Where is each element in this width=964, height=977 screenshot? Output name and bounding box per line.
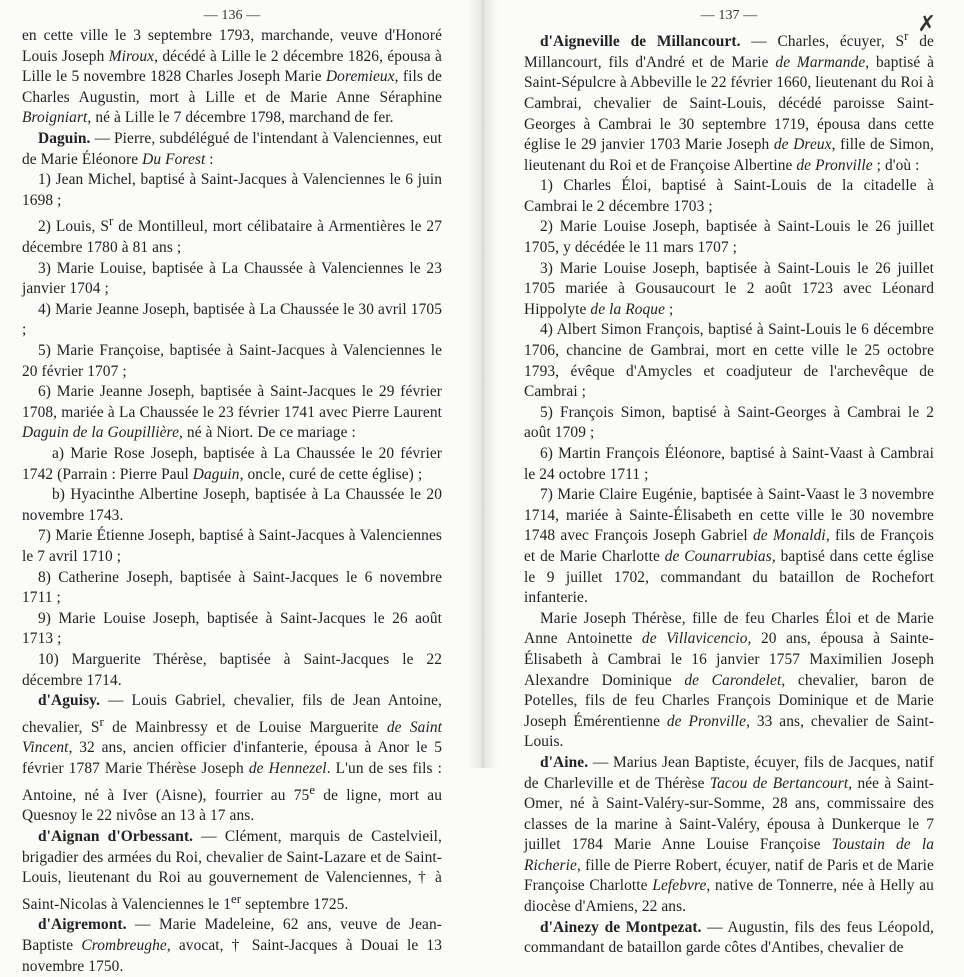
page-number: — 137 — bbox=[700, 8, 758, 23]
child-entry: 3) Marie Louise Joseph, baptisée à Saint-Louis le 26 juillet 1705 mariée à Gousaucourt le 2 août 1723 avec Léonard Hippolyte de la Roque ; bbox=[524, 259, 934, 318]
child-entry: 5) Marie Françoise, baptisée à Saint-Jacques à Valenciennes le 20 février 1707 ; bbox=[22, 342, 442, 380]
child-entry: 2) Louis, $S^r$ de Montilleul, mort célibataire à Armentières le 27 décembre 1780 à 81 ans ; bbox=[22, 214, 442, 257]
right-page-body bbox=[524, 26, 934, 959]
child-entry: 6) Martin François Éléonore, baptisé à Saint-Vaast à Cambrai le 24 octobre 1711 ; bbox=[524, 445, 934, 483]
child-entry: 6) Marie Jeanne Joseph, baptisée à Saint-Jacques le 29 février 1708, mariée à La Chaussée le 23 février 1741 avec Pierre Laurent Daguin de la Goupillière, né à Niort. De ce mariage : bbox=[22, 383, 442, 442]
child-entry: 1) Charles Éloi, baptisé à Saint-Louis de la citadelle à Cambrai le 2 décembre 1703 ; bbox=[524, 177, 934, 215]
child-entry: 7) Marie Étienne Joseph, baptisé à Saint-Jacques à Valenciennes le 7 avril 1710 ; bbox=[22, 527, 442, 565]
entry-paragraph: d'Aguisy. — Louis Gabriel, chevalier, fils de Jean Antoine, chevalier, $S^r$ de Mainbressy et de Louise Marguerite de Saint Vincent, 32 ans, ancien officier d'infanterie, épousa à Anor le 5 février 1787 Marie Thérèse Joseph de Hennezel. L'un de ses fils : Antoine, né à Iver (Aisne), fourrier au 75e de ligne, mort au Quesnoy le 22 nivôse an 13 à 17 ans. bbox=[22, 692, 443, 825]
page-number: — 136 — bbox=[203, 8, 261, 23]
entry-paragraph: d'Ainezy de Montpezat. — Augustin, fils des feus Léopold, commandant de bataillon garde côtes d'Antibes, chevalier de bbox=[524, 918, 934, 957]
child-entry: 5) François Simon, baptisé à Saint-Georges à Cambrai le 2 août 1709 ; bbox=[524, 403, 934, 442]
grandchild-entry: a) Marie Rose Joseph, baptisée à La Chaussée le 20 février 1742 (Parrain : Pierre Paul Daguin, oncle, curé de cette église) ; bbox=[22, 445, 442, 483]
left-page bbox=[22, 0, 443, 975]
entry-paragraph: d'Aignan d'Orbessant. — Clément, marquis de Castelvieil, brigadier des armées du Roi, chevalier de Saint-Lazare et de Saint-Louis, lieutenant du Roi au gouvernement de Valenciennes, † à Saint-Nicolas à Valenciennes le 1er septembre 1725. bbox=[22, 827, 443, 913]
child-entry: 1) Jean Michel, baptisé à Saint-Jacques à Valenciennes le 6 juin 1698 ; bbox=[22, 171, 442, 209]
grandchild-entry: b) Hyacinthe Albertine Joseph, baptisée à La Chaussée le 20 novembre 1743. bbox=[22, 486, 442, 524]
child-entry: 4) Marie Jeanne Joseph, baptisée à La Chaussée le 30 avril 1705 ; bbox=[22, 300, 442, 339]
child-entry: 8) Catherine Joseph, baptisée à Saint-Jacques le 6 novembre 1711 ; bbox=[22, 568, 442, 607]
entry-paragraph: d'Aigremont. — Marie Madeleine, 62 ans, veuve de Jean-Baptiste Crombreughe, avocat, † Saint-Jacques à Douai le 13 novembre 1750. bbox=[22, 916, 442, 975]
margin-pencil-mark: ✗ bbox=[917, 11, 936, 36]
child-entry: 7) Marie Claire Eugénie, baptisée à Saint-Vaast le 3 novembre 1714, mariée à Sainte-Élisabeth en cette ville le 30 novembre 1748 avec François Joseph Gabriel de Monaldi, fils de François et de Marie Charlotte de Counarrubias, baptisé dans cette église le 9 juillet 1702, commandant du bataillon de Rochefort infanterie. bbox=[524, 486, 935, 607]
entry-paragraph: Daguin. — Pierre, subdélégué de l'intendant à Valenciennes, eut de Marie Éléonore Du Forest : bbox=[22, 129, 442, 168]
child-entry: 10) Marguerite Thérèse, baptisée à Saint-Jacques le 22 décembre 1714. bbox=[22, 650, 442, 689]
child-entry: 3) Marie Louise, baptisée à La Chaussée à Valenciennes le 23 janvier 1704 ; bbox=[22, 259, 442, 298]
entry-paragraph: Marie Joseph Thérèse, fille de feu Charles Éloi et de Marie Anne Antoinette de Villavicencio, 20 ans, épousa à Sainte-Élisabeth à Cambrai le 16 janvier 1757 Maximilien Joseph Alexandre Dominique de Carondelet, chevalier, baron de Potelles, fils de feu Charles François Dominique et de Marie Joseph Émérentienne de Pronville, 33 ans, chevalier de Saint-Louis. bbox=[524, 609, 935, 751]
entry-paragraph: d'Aine. — Marius Jean Baptiste, écuyer, fils de Jacques, natif de Charleville et de Thérèse Tacou de Bertancourt, née à Saint-Omer, né à Saint-Valéry-sur-Somme, 28 ans, commissaire des classes de la marine à Saint-Valéry, épousa à Dunkerque le 7 juillet 1784 Marie Anne Louise Françoise Toustain de la Richerie, fille de Pierre Robert, écuyer, natif de Paris et de Marie Françoise Charlotte Lefebvre, native de Tonnerre, née à Helly au diocèse d'Amiens, 22 ans. bbox=[524, 753, 934, 916]
book-gutter bbox=[468, 0, 498, 768]
child-entry: 2) Marie Louise Joseph, baptisée à Saint-Louis le 26 juillet 1705, y décédée le 11 mars 1707 ; bbox=[524, 218, 934, 257]
continued-paragraph: en cette ville le 3 septembre 1793, marchande, veuve d'Honoré Louis Joseph Miroux, décédé à Lille le 2 décembre 1826, épousa à Lille le 5 novembre 1828 Charles Joseph Marie Doremieux, fils de Charles Augustin, mort à Lille et de Marie Anne Séraphine Broigniart, né à Lille le 7 décembre 1798, marchand de fer. bbox=[22, 27, 442, 127]
right-page bbox=[524, 0, 936, 957]
entry-paragraph: d'Aigneville de Millancourt. — Charles, écuyer, $S^r$ de Millancourt, fils d'André et de Marie de Marmande, baptisé à Saint-Sépulcre à Abbeville le 22 février 1660, lieutenant du Roi à Cambrai, chevalier de Saint-Louis, décédé paroisse Saint-Georges à Cambrai le 30 septembre 1719, épousa dans cette église le 29 janvier 1703 Marie Joseph de Dreux, fille de Simon, lieutenant du Roi et de Françoise Albertine de Pronville ; d'où : bbox=[524, 29, 935, 174]
left-page-body bbox=[22, 26, 442, 977]
child-entry: 9) Marie Louise Joseph, baptisée à Saint-Jacques le 26 août 1713 ; bbox=[22, 609, 442, 648]
child-entry: 4) Albert Simon François, baptisé à Saint-Louis le 6 décembre 1706, chancine de Gambrai, mort en cette ville le 25 octobre 1793, évêque d'Amycles et coadjuteur de l'archevêque de Cambrai ; bbox=[524, 321, 934, 401]
